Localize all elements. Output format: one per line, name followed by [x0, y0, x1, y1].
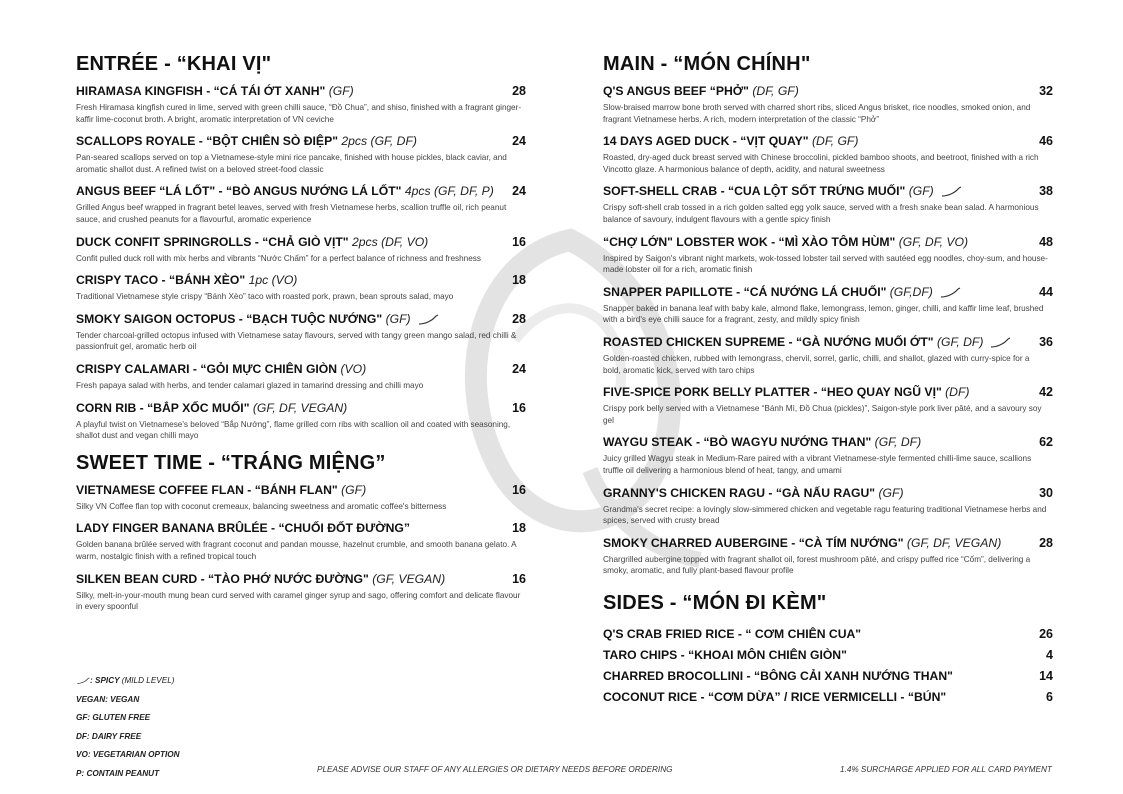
menu-item: [603, 627, 1053, 642]
menu-item: [603, 486, 1053, 527]
allergy-notice: PLEASE ADVISE OUR STAFF OF ANY ALLERGIES OR DIETARY NEEDS BEFORE ORDERING: [317, 765, 673, 774]
chili-pepper-icon: [989, 337, 1011, 349]
legend-vo: VO: VEGETARIAN OPTION: [76, 750, 180, 759]
menu-item-dietary-note: 2pcs (DF, VO): [351, 234, 429, 249]
menu-item-header: [603, 486, 1053, 501]
menu-item-description: Pan-seared scallops served on top a Vietnamese-style mini rice pancake, finished with house pickles, black caviar, and aromatic shallot dust. A refined twist on a beloved street-food classic: [76, 153, 507, 174]
menu-item-header: [603, 435, 1053, 450]
menu-item: [603, 385, 1053, 426]
menu-item: [76, 312, 526, 353]
menu-item-price: 16: [512, 571, 526, 586]
menu-item-title: [76, 134, 417, 149]
menu-item-header: [603, 669, 1053, 684]
main-list: [603, 84, 1053, 577]
menu-item: [603, 84, 1053, 125]
menu-item-title: [76, 401, 347, 416]
menu-item-header: [603, 184, 1053, 199]
legend-df: DF: DAIRY FREE: [76, 731, 142, 741]
menu-item-dietary-note: (GF, VEGAN): [372, 571, 446, 586]
menu-item-price: 24: [512, 361, 526, 376]
menu-item-dietary-note: (GF): [878, 485, 904, 500]
menu-item-name: LADY FINGER BANANA BRÛLÉE - “CHUỐI ĐỐT ĐƯỜNG”: [76, 521, 410, 536]
menu-item-price: 28: [512, 311, 526, 326]
menu-item-price: 46: [1039, 134, 1053, 149]
menu-item: [603, 134, 1053, 175]
menu-item: [603, 669, 1053, 684]
menu-item: [76, 134, 526, 175]
dietary-legend: [76, 672, 180, 783]
menu-item-description: Golden-roasted chicken, rubbed with lemongrass, chervil, sorrel, garlic, chilli, and shallot, glazed with curry-spice for a bold, aromatic kick, served with taro chips: [603, 353, 1030, 375]
menu-item-dietary-note: (DF, GF): [811, 134, 859, 149]
menu-item-dietary-note: 4pcs (GF, DF, P): [404, 184, 494, 199]
menu-item-header: [603, 536, 1053, 551]
section-title-sides: SIDES - “MÓN ĐI KÈM": [603, 591, 827, 614]
menu-item-header: [603, 84, 1053, 99]
menu-item-name: ROASTED CHICKEN SUPREME - “GÀ NƯỚNG MUỐI ỚT": [603, 334, 934, 349]
menu-item-title: [603, 648, 847, 663]
menu-item: [603, 536, 1053, 577]
menu-item-title: [603, 184, 962, 199]
menu-item-description: Juicy grilled Wagyu steak in Medium-Rare paired with a vibrant Vietnamese-style fermented chilli-lime sauce, scallions truffle oil delivering a harmonious blend of heat, tangy, and umami: [603, 454, 1032, 475]
legend-p: P: CONTAIN PEANUT: [76, 768, 160, 778]
menu-item-name: SOFT-SHELL CRAB - “CUA LỘT SỐT TRỨNG MUỐI": [603, 184, 906, 199]
menu-item-header: [603, 627, 1053, 642]
menu-item-dietary-note: (GF, DF, VEGAN): [252, 400, 348, 415]
menu-item-price: 32: [1039, 84, 1053, 98]
legend-gf: GF: GLUTEN FREE: [76, 713, 151, 722]
menu-item: [603, 285, 1053, 326]
menu-item-name: TARO CHIPS - “KHOAI MÔN CHIÊN GIÒN": [603, 647, 847, 662]
menu-item-price: 18: [512, 273, 526, 288]
menu-item-price: 14: [1039, 668, 1053, 683]
menu-item-name: SMOKY SAIGON OCTOPUS - “BẠCH TUỘC NƯỚNG": [76, 311, 383, 326]
menu-item-description: Fresh papaya salad with herbs, and tender calamari glazed in tamarind dressing and chilli mayo: [76, 380, 424, 390]
menu-item-description: Silky VN Coffee flan top with coconut cremeaux, balancing sweetness and aromatic coffee's bitterness: [76, 501, 447, 511]
menu-item-dietary-note: (VO): [340, 361, 367, 376]
menu-item: [76, 362, 526, 392]
menu-item-dietary-note: (GF, DF, VEGAN): [906, 535, 1002, 550]
menu-item: [76, 401, 526, 442]
menu-item-price: 24: [512, 184, 526, 199]
menu-item-header: [76, 84, 526, 99]
menu-item-name: CRISPY CALAMARI - “GỎI MỰC CHIÊN GIÒN: [76, 361, 338, 376]
legend-spicy: : SPICY (MILD LEVEL): [76, 672, 180, 691]
menu-item-dietary-note: (GF, DF): [874, 435, 922, 450]
menu-item-price: 42: [1039, 385, 1053, 400]
menu-item-title: [603, 285, 961, 300]
menu-item-name: SCALLOPS ROYALE - “BỘT CHIÊN SÒ ĐIỆP": [76, 134, 338, 149]
menu-item-dietary-note: (GF, DF): [936, 334, 984, 349]
menu-item-header: [603, 285, 1053, 300]
menu-item-description: Grandma's secret recipe: a lovingly slow-simmered chicken and vegetable ragu featuring traditional Vietnamese herbs and spices, served with crusty bread: [603, 504, 1047, 526]
menu-item-name: CHARRED BROCOLLINI - “BÔNG CẢI XANH NƯỚNG THAN": [603, 668, 953, 683]
menu-item-name: VIETNAMESE COFFEE FLAN - “BÁNH FLAN": [76, 482, 338, 497]
menu-item-price: 16: [512, 234, 526, 249]
menu-item-dietary-note: (DF, GF): [752, 84, 799, 98]
menu-item-title: [76, 84, 354, 99]
menu-item-name: COCONUT RICE - “CƠM DỪA” / RICE VERMICELLI - “BÚN": [603, 689, 947, 704]
menu-item-dietary-note: (GF): [385, 311, 411, 326]
menu-item-price: 48: [1039, 234, 1053, 249]
menu-item-title: [76, 362, 366, 377]
menu-item-name: HIRAMASA KINGFISH - “CÁ TÁI ỚT XANH": [76, 84, 326, 98]
menu-item-header: [76, 134, 526, 149]
menu-item-price: 26: [1039, 626, 1053, 641]
menu-item-price: 36: [1039, 334, 1053, 349]
menu-item-name: Q'S ANGUS BEEF “PHỞ": [603, 84, 749, 98]
menu-item-price: 4: [1046, 647, 1053, 662]
menu-item-dietary-note: 2pcs (GF, DF): [341, 134, 417, 149]
menu-item: [76, 483, 526, 513]
menu-item: [603, 235, 1053, 276]
menu-item-title: [76, 184, 494, 199]
menu-item-price: 62: [1039, 435, 1053, 450]
menu-item-header: [603, 335, 1053, 350]
menu-item-name: FIVE-SPICE PORK BELLY PLATTER - “HEO QUAY NGŨ VỊ": [603, 385, 942, 400]
menu-item-dietary-note: (DF): [945, 385, 970, 400]
menu-item-title: [603, 335, 1011, 350]
menu-item-description: Crispy pork belly served with a Vietnamese “Bánh Mì, Đồ Chua (pickles)”, Saigon-style pork liver pâté, and a savoury soy gel: [603, 404, 1042, 425]
menu-item-title: [603, 134, 858, 149]
surcharge-notice: 1.4% SURCHARGE APPLIED FOR ALL CARD PAYMENT: [840, 765, 1052, 774]
menu-item-name: Q'S CRAB FRIED RICE - “ CƠM CHIÊN CUA": [603, 626, 862, 641]
menu-item-description: Golden banana brûlée served with fragrant coconut and pandan mousse, hazelnut crumble, and smooth banana gelato. A warm, nostalgic finish with a refined tropical touch: [76, 540, 517, 561]
menu-item-dietary-note: (GF,DF): [889, 284, 933, 299]
menu-item-header: [76, 521, 526, 536]
chili-pepper-icon: [940, 186, 962, 198]
menu-item-title: [603, 486, 904, 501]
menu-item-description: A playful twist on Vietnamese's beloved “Bắp Nướng”, flame grilled corn ribs with scallion oil and coated with seasoning, shallot dust and vegan chilli mayo: [76, 419, 511, 441]
menu-item-name: DUCK CONFIT SPRINGROLLS - “CHẢ GIÒ VỊT": [76, 234, 349, 249]
menu-item-description: Silky, melt-in-your-mouth mung bean curd served with caramel ginger syrup and sago, offering comfort and delicate flavour in every spoonful: [76, 590, 521, 612]
menu-item: [603, 435, 1053, 476]
sweet-list: [76, 483, 526, 613]
menu-item-price: 28: [512, 84, 526, 98]
chili-pepper-icon: [417, 314, 439, 326]
menu-item-header: [603, 134, 1053, 149]
menu-item-name: WAYGU STEAK - “BÒ WAGYU NƯỚNG THAN": [603, 435, 872, 450]
menu-item-name: CRISPY TACO - “BÁNH XÈO": [76, 273, 246, 288]
menu-item-price: 6: [1046, 689, 1053, 704]
menu-item-dietary-note: 1pc (VO): [248, 273, 298, 288]
menu-item: [603, 690, 1053, 705]
menu-item-name: ANGUS BEEF “LÁ LỐT" - “BÒ ANGUS NƯỚNG LÁ LỐT": [76, 184, 402, 199]
left-column: [76, 52, 526, 622]
section-title-main: MAIN - “MÓN CHÍNH": [603, 53, 811, 75]
menu-item: [603, 335, 1053, 376]
chili-pepper-icon: [76, 675, 90, 687]
menu-item-description: Slow-braised marrow bone broth served with charred short ribs, sliced Angus brisket, rice noodles, smoked onion, and fragrant Vietnamese herbs. A rich, modern interpretation of the classic “Phở”: [603, 103, 1031, 124]
menu-item: [76, 84, 526, 125]
menu-item: [603, 184, 1053, 225]
menu-item-title: [603, 627, 861, 642]
menu-item-title: [76, 572, 445, 587]
menu-item-dietary-note: (GF): [908, 184, 934, 199]
right-column: [603, 52, 1053, 711]
entree-list: [76, 84, 526, 442]
menu-item-description: Traditional Vietnamese style crispy “Bánh Xèo” taco with roasted pork, prawn, bean sprouts salad, mayo: [76, 292, 454, 302]
menu-item-title: [76, 273, 297, 288]
menu-item: [76, 184, 526, 225]
menu-item-header: [76, 362, 526, 377]
menu-item-title: [603, 84, 799, 99]
sides-list: [603, 627, 1053, 705]
menu-item-description: Chargrilled aubergine topped with fragrant shallot oil, forest mushroom pâté, and crispy puffed rice “Cốm”, delivering a smoky, aromatic, and fully plant-based flavour profile: [603, 554, 1031, 576]
menu-item-header: [76, 273, 526, 288]
menu-item-header: [603, 235, 1053, 250]
menu-item-header: [76, 572, 526, 587]
menu-item-description: Fresh Hiramasa kingfish cured in lime, served with green chilli sauce, “Đồ Chua”, and shiso, finished with a fragrant ginger-kaffir lime-coconut broth. A bright, aromatic interpretation of VN ceviche: [76, 103, 522, 124]
menu-item-name: SNAPPER PAPILLOTE - “CÁ NƯỚNG LÁ CHUỐI": [603, 284, 887, 299]
menu-item-price: 30: [1039, 485, 1053, 500]
menu-item-description: Crispy soft-shell crab tossed in a rich golden salted egg yolk sauce, served with a fresh snake bean salad. A harmonious balance of savoury, indulgent flavours with a gentle spicy finish: [603, 203, 1039, 224]
menu-item-description: Grilled Angus beef wrapped in fragrant betel leaves, served with fresh Vietnamese herbs, scallion truffle oil, rich peanut sauce, and crushed peanuts for a flavourful, aromatic experience: [76, 203, 507, 224]
menu-item-name: GRANNY'S CHICKEN RAGU - “GÀ NẤU RAGU": [603, 485, 876, 500]
menu-item-title: [76, 521, 410, 536]
menu-item-header: [76, 483, 526, 498]
menu-item-title: [603, 435, 921, 450]
menu-item-price: 18: [512, 521, 526, 536]
menu-item-description: Tender charcoal-grilled octopus infused with Vietnamese satay flavours, served with tangy green mango salad, red chilli & passionfruit gel, aromatic herb oil: [76, 330, 517, 352]
menu-item-price: 28: [1039, 535, 1053, 550]
menu-item-header: [603, 648, 1053, 663]
menu-item-dietary-note: (GF, DF, VO): [898, 234, 969, 249]
menu-item-title: [603, 669, 953, 684]
section-title-entree: ENTRÉE - “KHAI VỊ": [76, 53, 272, 75]
menu-item-name: SMOKY CHARRED AUBERGINE - “CÀ TÍM NƯỚNG": [603, 535, 904, 550]
menu-item-name: 14 DAYS AGED DUCK - “VỊT QUAY": [603, 134, 809, 149]
menu-item: [603, 648, 1053, 663]
menu-item-title: [76, 483, 366, 498]
menu-item-dietary-note: (GF): [341, 482, 367, 497]
menu-item-description: Inspired by Saigon's vibrant night markets, wok-tossed lobster tail served with sautéed egg noodles, choy-sum, and house-made lobster oil for a rich, aromatic finish: [603, 253, 1048, 275]
chili-pepper-icon: [939, 287, 961, 299]
menu-item-description: Confit pulled duck roll with mix herbs and vibrants “Nước Chấm” for a perfect balance of richness and freshness: [76, 253, 481, 263]
menu-item-title: [603, 235, 968, 250]
menu-item-header: [603, 385, 1053, 400]
menu-item-title: [603, 536, 1001, 551]
menu-item-name: SILKEN BEAN CURD - “TÀO PHỚ NƯỚC ĐƯỜNG": [76, 571, 369, 586]
menu-item-price: 38: [1039, 184, 1053, 199]
menu-item: [76, 521, 526, 562]
menu-item-dietary-note: (GF): [328, 84, 354, 98]
menu-item-title: [603, 690, 946, 705]
menu-item-header: [76, 401, 526, 416]
menu-item-description: Roasted, dry-aged duck breast served with Chinese broccolini, pickled bamboo shoots, and beetroot, finished with a rich Vincotto glaze. A harmonious balance of depth, acidity, and natural sweetness: [603, 153, 1039, 174]
menu-item-title: [76, 235, 428, 250]
menu-item-name: CORN RIB - “BẮP XỐC MUỐI": [76, 400, 250, 415]
menu-item: [76, 235, 526, 265]
menu-item-header: [76, 184, 526, 199]
menu-item-price: 16: [512, 482, 526, 497]
menu-item-price: 44: [1039, 284, 1053, 299]
section-title-sweet: SWEET TIME - “TRÁNG MIỆNG”: [76, 451, 386, 474]
menu-item-price: 24: [512, 134, 526, 149]
legend-vegan: VEGAN: VEGAN: [76, 694, 140, 704]
menu-item-description: Snapper baked in banana leaf with baby kale, almond flake, lemongrass, lemon, ginger, chilli, and kaffir lime leaf, brushed with a bird's eye chilli sauce for a fragrant, zesty, and mildly spicy finish: [603, 303, 1044, 325]
menu-item-header: [603, 690, 1053, 705]
menu-item: [76, 572, 526, 613]
menu-item-header: [76, 235, 526, 250]
menu-item-header: [76, 312, 526, 327]
menu-item-title: [603, 385, 970, 400]
menu-item: [76, 273, 526, 303]
menu-item-title: [76, 312, 439, 327]
menu-item-name: “CHỢ LỚN" LOBSTER WOK - “MÌ XÀO TÔM HÙM": [603, 234, 896, 249]
menu-item-price: 16: [512, 400, 526, 415]
